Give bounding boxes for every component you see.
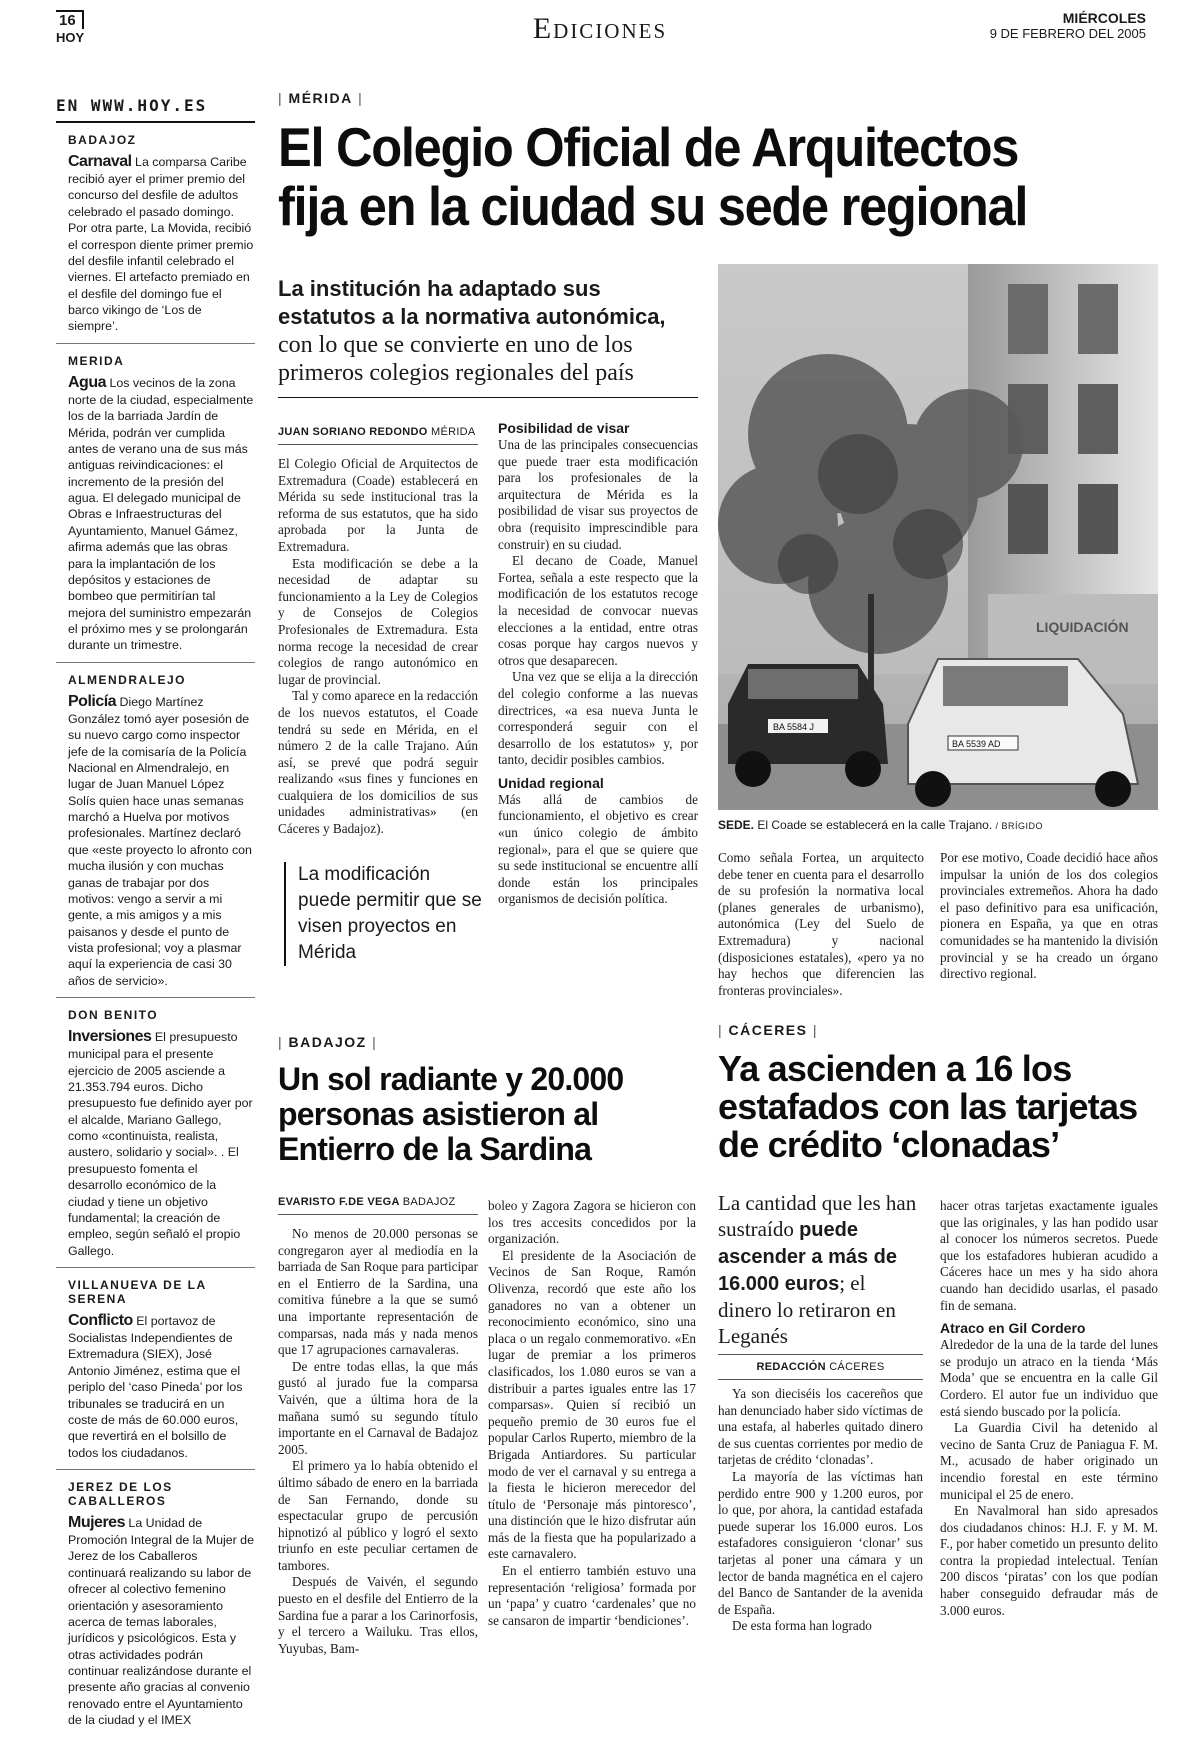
car-plate-right: BA 5539 AD	[952, 739, 1001, 749]
sidebar-heading: EN WWW.HOY.ES	[56, 96, 255, 123]
sidebar-item	[56, 663, 255, 998]
sidebar-item-text: El portavoz de Socialistas Independientes de Extremadura (SIEX), José Antonio Jiménez, estima que el periplo del ‘caso Pineda’ por los tribunales se traducirá en un coste de más de 60.000 euros, que revertirá en el bolsillo de todos los ciudadanos.	[68, 1314, 243, 1460]
sidebar-item-keyword: Conflicto	[68, 1312, 133, 1329]
sidebar-item-body	[68, 1028, 255, 1259]
paragraph: Ya son dieciséis los cacereños que han denunciado haber sido víctimas de una estafa, al haberles quitado dinero de sus cuentas corrientes por medio de tarjetas de crédito ‘clonadas’.	[718, 1386, 923, 1468]
paragraph: boleo y Zagora Zagora se hicieron con los tres accesits concedidos por la organización.	[488, 1198, 696, 1247]
sidebar-item	[56, 344, 255, 663]
article1-pullquote: La modificación puede permitir que se visen proyectos en Mérida	[284, 862, 484, 966]
article1-column2b	[498, 792, 698, 908]
paragraph: Una vez que se elija a la dirección del colegio conforme a las nuevas directrices, «a esa nueva Junta le corresponderá seguir con el desarrollo de los estatutos» y, por tanto, decidir posibles cambios.	[498, 669, 698, 768]
sidebar-item-keyword: Agua	[68, 373, 106, 391]
article3-sub-c: ; el dinero lo retiraron en Leganés	[718, 1271, 896, 1348]
article3-subheadline	[718, 1190, 923, 1349]
photo-caption	[718, 818, 1158, 832]
paragraph: El Colegio Oficial de Arquitectos de Extremadura (Coade) establecerá en Mérida su sede institucional tras la reforma de sus estatutos, que ha sido aprobada por la Junta de Extremadura.	[278, 456, 478, 554]
sidebar-item-location: JEREZ DE LOS CABALLEROS	[68, 1480, 173, 1508]
article1-subhead1: Posibilidad de visar	[498, 420, 630, 436]
paragraph: Como señala Fortea, un arquitecto debe tener en cuenta para el desarrollo de su profesión la normativa local (planes generales de urbanismo), autonómica (Ley del Suelo de Extremadura) y nacional (disposiciones estatales), «pero ya no hay hechos que diferencien las fronteras provinciales».	[718, 850, 924, 998]
sidebar-item	[56, 998, 255, 1268]
sidebar-item-location: ALMENDRALEJO	[68, 672, 187, 687]
article1-photo	[718, 264, 1158, 810]
sidebar-item-location: MERIDA	[68, 353, 125, 368]
byline-location: BADAJOZ	[402, 1196, 456, 1208]
article1-subheadline	[278, 275, 698, 398]
article2-column1	[278, 1226, 478, 1657]
article1-sub-bold: La institución ha adaptado sus estatutos a la normativa autonómica,	[278, 276, 666, 329]
article1-headline	[278, 118, 1088, 236]
sidebar-item	[56, 1268, 255, 1470]
byline-name: EVARISTO F.DE VEGA	[278, 1196, 400, 1208]
paragraph: La mayoría de las víctimas han perdido entre 900 y 1.200 euros, por lo que, por ahora, la cantidad estafada puede superar los 16.000 euros. Los estafadores consiguieron ‘clonar’ sus tarjetas al poner una cámara y un lector de banda magnética en el cajero del Banco de Santander de la avenida de España.	[718, 1468, 923, 1617]
sidebar-item-text: El presupuesto municipal para el presente ejercicio de 2005 asciende a 21.353.794 euros. Dicho presupuesto fue definido ayer por el alcalde, Mariano Gallego, como «continuista, realista, austero, solidario y social». . El presupuesto fomenta el desarrollo económico de la ciudad y tiene un objetivo fundamental; la creación de empleo, según señaló el propio Gallego.	[68, 1030, 253, 1258]
sidebar-item-text: La comparsa Caribe recibió ayer el primer premio del concurso del desfile de adultos celebrado el pasado domingo. Por otra parte, La Movida, recibió el correspon diente primer premio del desfile infantil celebrado el viernes. El artefacto premiado en el desfile del domingo fue el barco vikingo de ‘Los de siempre’.	[68, 155, 254, 334]
article1-column3	[718, 850, 924, 999]
paragraph: Más allá de cambios de funcionamiento, el objetivo es crear «un único colegio de ámbito regional», para el que se quiere que su sede institucional se encuentre allí donde están los principales organismos de decisión política.	[498, 791, 698, 907]
paragraph: Después de Vaivén, el segundo puesto en el desfile del Entierro de la Sardina fue a parar a los Carinorfosis, y el tercero a Wailuku. Tras ellos, Yuyubas, Bam-	[278, 1574, 478, 1656]
article2-byline	[278, 1196, 478, 1215]
caption-lead: SEDE.	[718, 818, 755, 832]
sidebar-item-body	[68, 153, 255, 335]
article2-headline: Un sol radiante y 20.000 personas asistieron al Entierro de la Sardina	[278, 1061, 624, 1167]
article1-subhead2: Unidad regional	[498, 774, 604, 791]
sidebar-item-keyword: Inversiones	[68, 1028, 152, 1046]
article3-byline	[718, 1354, 923, 1380]
article3-headline: Ya ascienden a 16 los estafados con las tarjetas de crédito ‘clonadas’	[718, 1048, 1138, 1165]
page-number: 16	[56, 10, 84, 29]
article3-column2a	[940, 1198, 1158, 1314]
paragraph: El primero ya lo había obtenido el último sábado de enero en la barriada de San Fernando, donde su espectacular grupo de percusión hipnotizó al público y logró el sexto triunfo en este peculiar certamen de tambores.	[278, 1458, 478, 1573]
sidebar-item-text: Diego Martínez González tomó ayer posesión de su nuevo cargo como inspector jefe de la comisaría de la Policía Nacional en Almendralejo, en lugar de Juan Manuel López Solís quien hace unas semanas marchó a Huelva por motivos profesionales. Martínez declaró que «este proyecto lo afronto con mucha ilusión y con muchas ganas de trabajar por dos motivos: vengo a servir a mi gente, a mis amigos y a mis paisanos y desde el punto de vista profesional; voy a plasmar aquí la experiencia de casi 30 años de servicio».	[68, 694, 252, 988]
paragraph: Por ese motivo, Coade decidió hace años impulsar la unión de los dos colegios provinciales extremeños. Ahora ha dado el paso definitivo para esa unificación, pionera en España, ya que en otras comunidades se ha mantenido la división provincial y se ha creado un órgano directivo regional.	[940, 850, 1158, 982]
section-title: Ediciones	[532, 12, 668, 45]
article1-byline	[278, 426, 478, 445]
article1-headline-line2: fija en la ciudad su sede regional	[278, 175, 1028, 237]
article1-sub-rest: con lo que se convierte en uno de los primeros colegios regionales del país	[278, 332, 634, 386]
paragraph: En Navalmoral han sido apresados dos ciudadanos chinos: H.J. F. y M. M. F., por haber cometido un presunto delito contra la propiedad intelectual. Tenían 200 discos ‘piratas’ con los que podían haber conseguido defraudar más de 3.000 euros.	[940, 1503, 1158, 1618]
issue-date: 9 DE FEBRERO DEL 2005	[989, 26, 1146, 41]
article2-column2	[488, 1198, 696, 1629]
sidebar-item-body	[68, 1514, 255, 1729]
article1-column1	[278, 456, 478, 838]
paragraph: Tal y como aparece en la redacción de los nuevos estatutos, el Coade tendrá su sede en Mérida, en el número 2 de la calle Trajano. Aún así, se prevé que podrá seguir realizando «sus fines y funciones en cualquiera de los domicilios de sus unidades administrativas» (en Cáceres y Badajoz).	[278, 688, 478, 837]
article2-tag: | BADAJOZ |	[278, 1034, 377, 1050]
building-window	[1078, 384, 1118, 454]
building-window	[1008, 484, 1048, 554]
paragraph: Una de las principales consecuencias que puede traer esta modificación para los profesionales de la arquitectura de Mérida es la posibilidad de visar sus proyectos de obra (requisito imprescindible para construir) en su ciudad.	[498, 437, 698, 552]
sidebar-briefs	[56, 90, 255, 1737]
paragraph: La Guardia Civil ha detenido al vecino de Santa Cruz de Paniagua F. M. M., acusado de haber originado un incendio forestal en este término municipal el 25 de enero.	[940, 1420, 1158, 1502]
sidebar-item-keyword: Policía	[68, 692, 117, 710]
paragraph: El presidente de la Asociación de Vecinos de San Roque, Ramón Olivenza, recordó que este año los ganadores no van a obtener un reconocimiento económico, sino una placa o un regalo conmemorativo. «En lugar de premiar a los primeros clasificados, los 1.080 euros se van a distribuir a partes iguales entre las 17 comparsas». Quien sí recibió un pequeño premio de 30 euros fue el popular Carlos Ruperto, miembro de la Brigada Antiardores. Su particular modo de ver el carnaval y su entrega a la fiesta le hicieron merecedor del título de ‘Personaje más pintoresco’, una distinción que le hizo disfrutar aún más de la fiesta que ha popularizado a este carnavalero.	[488, 1247, 696, 1562]
sidebar-items	[56, 123, 255, 1737]
issue-day: MIÉRCOLES	[1062, 10, 1146, 26]
street-photo-illustration	[718, 264, 1158, 810]
building-window	[1008, 284, 1048, 354]
sidebar-item-keyword: Carnaval	[68, 153, 132, 170]
sidebar-item-text: La Unidad de Promoción Integral de la Mujer de Jerez de los Caballeros continuará realizando su labor de ofrecer al colectivo femenino orientación y asesoramiento acerca de temas laborales, jurídicos y psicológicos. Esta y otras actividades podrán continuar realizándose durante el presente año gracias al convenio renovado entre el Ayuntamiento de la ciudad y el IMEX	[68, 1516, 254, 1728]
sidebar-item-body	[68, 1312, 255, 1461]
article3-sub-a: La cantidad que les han sustraído	[718, 1191, 917, 1241]
sidebar-item-location: DON BENITO	[68, 1008, 159, 1023]
shop-sign-text: LIQUIDACIÓN	[1036, 619, 1129, 635]
byline-location: MÉRIDA	[430, 426, 476, 438]
paragraph: De esta forma han logrado	[732, 1618, 872, 1634]
paragraph: Alrededor de la una de la tarde del lunes se produjo un atraco en la tienda ‘Más Moda’ que se encuentra en la calle Gil Cordero. El autor fue un individuo que está siendo buscado por la policía.	[940, 1337, 1158, 1419]
sidebar-item	[56, 123, 255, 344]
newspaper-name: HOY	[56, 30, 85, 45]
sidebar-item-body	[68, 374, 255, 654]
sidebar-item	[56, 1470, 255, 1737]
building-window	[1078, 284, 1118, 354]
paragraph: Esta modificación se debe a la necesidad de adaptar su funcionamiento a la Ley de Colegios y de Consejos de Colegios Profesionales de Extremadura. Esta norma recoge la necesidad de crear colegios de rango autonómico en lugar de provincial.	[278, 555, 478, 687]
article1-column2	[498, 420, 698, 908]
paragraph: En el entierro también estuvo una representación ‘religiosa’ formada por un ‘papa’ y cuatro ‘cardenales’ que no se cansaron de impartir ‘bendiciones’.	[488, 1563, 696, 1628]
sidebar-item-location: BADAJOZ	[68, 133, 137, 147]
article3-tag: | CÁCERES |	[718, 1022, 818, 1038]
caption-text: El Coade se establecerá en la calle Trajano.	[757, 818, 993, 832]
byline-location: CÁCERES	[829, 1361, 885, 1373]
sidebar-item-location: VILLANUEVA DE LA SERENA	[68, 1278, 207, 1306]
article3-column2b	[940, 1337, 1158, 1619]
car-plate-left: BA 5584 J	[773, 722, 815, 732]
article1-column4	[940, 850, 1158, 983]
caption-credit: / BRÍGIDO	[995, 821, 1044, 831]
sidebar-item-text: Los vecinos de la zona norte de la ciudad, especialmente los de la barriada Jardín de Mérida, podrán ver cumplida antes de verano una de sus más antiguas reivindicaciones: el incremento de la presión del agua. El delegado municipal de Obras e Infraestructuras del Ayuntamiento, Manuel Gámez, afirma además que las obras para la implantación de los depósitos y estaciones de bombeo que permitirían tal mejora del suministro empezarán el próximo mes y se prolongarán durante un trimestre.	[68, 375, 254, 653]
article1-column2a	[498, 437, 698, 769]
article3-column1	[718, 1386, 923, 1635]
article3-sub-b: puede ascender a más de 16.000 euros	[718, 1219, 897, 1295]
paragraph: El decano de Coade, Manuel Fortea, señala a este respecto que la modificación de los estatutos recoge la necesidad de convocar nuevas elecciones a la entidad, entre otras cosas porque hay cargos nuevos y otros que desaparecen.	[498, 553, 698, 668]
paragraph: De entre todas ellas, la que más gustó al jurado fue la comparsa Vaivén, que a última hora de la mañana sumó su segundo título importante en el Carnaval de Badajoz 2005.	[278, 1358, 478, 1457]
article1-tag: | MÉRIDA |	[278, 90, 363, 106]
sidebar-item-keyword: Mujeres	[68, 1514, 125, 1531]
sidebar-item-body	[68, 693, 255, 989]
byline-name: JUAN SORIANO REDONDO	[278, 426, 428, 438]
paragraph: No menos de 20.000 personas se congregaron ayer al mediodía en la barriada de San Roque para participar en el Entierro de la Sardina, una comitiva fúnebre a la que se sumó una importante representación de comparsas, nada más y nada menos que 17 agrupaciones carnavaleras.	[278, 1226, 478, 1358]
article3-subhead: Atraco en Gil Cordero	[940, 1320, 1086, 1337]
building-window	[1078, 484, 1118, 554]
article3-column2	[940, 1198, 1158, 1619]
article1-headline-line1: El Colegio Oficial de Arquitectos	[278, 116, 1019, 178]
paragraph: hacer otras tarjetas exactamente iguales que las originales, y las han podido usar al conocer los números secretos. Puede que los estafadores hubieran acudido a Cáceres hace un mes y ha sido ahora cuando han decidido usarlas, el pasado fin de semana.	[940, 1198, 1158, 1313]
byline-name: REDACCIÓN	[756, 1361, 826, 1373]
